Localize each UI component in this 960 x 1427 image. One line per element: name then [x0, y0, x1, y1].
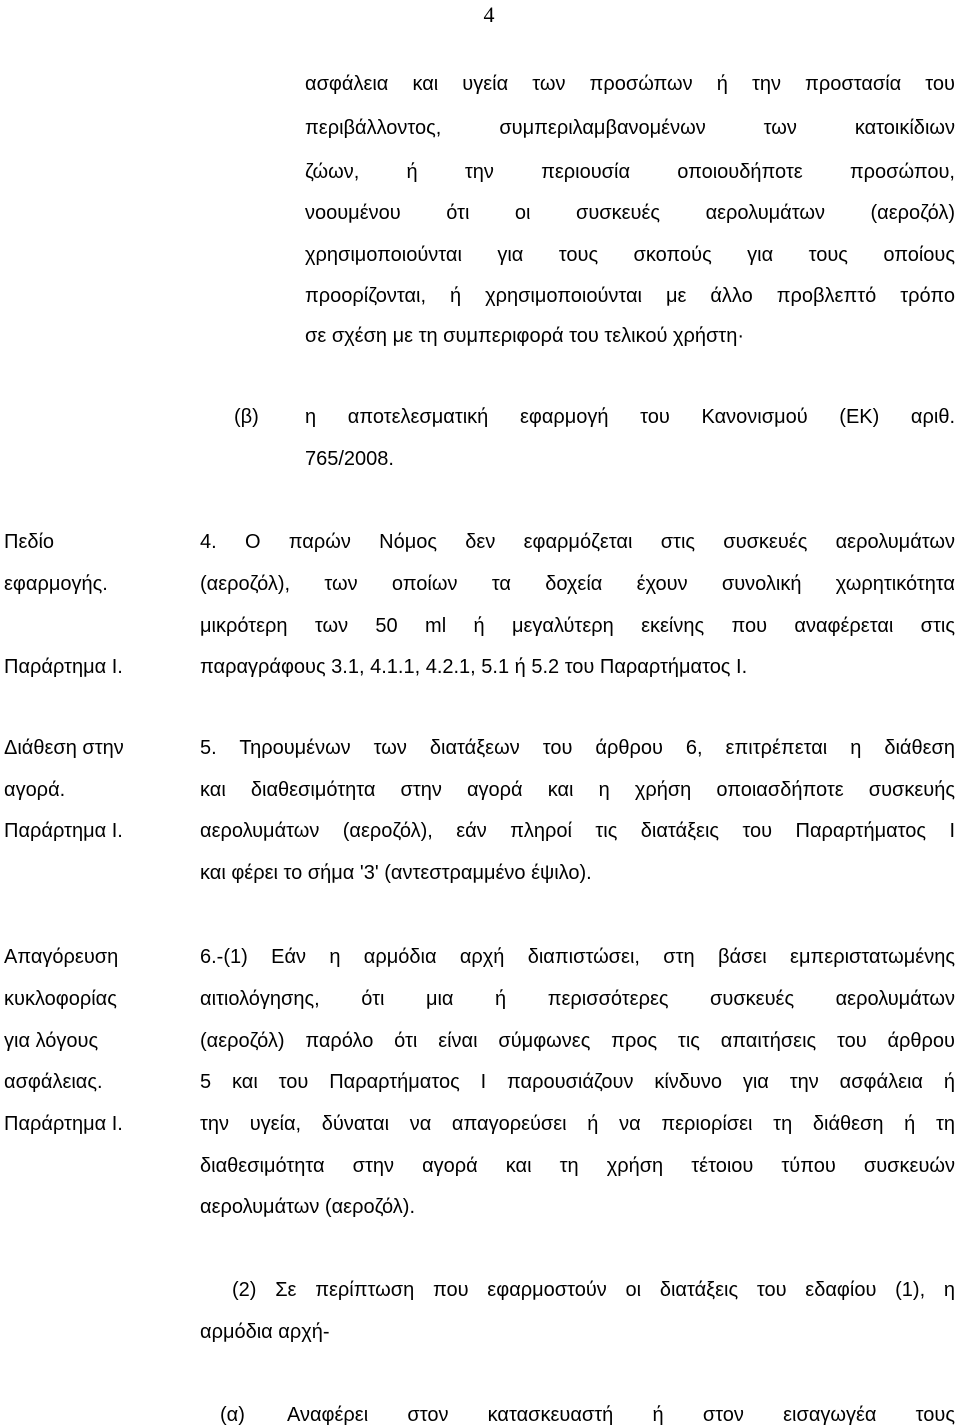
- margin-line: Απαγόρευση: [4, 946, 119, 968]
- margin-line: Παράρτημα Ι.: [4, 1113, 123, 1135]
- text-line: η αποτελεσματική εφαρμογή του Κανονισμού (ΕΚ) αριθ.: [305, 406, 955, 428]
- margin-line: αγορά.: [4, 779, 66, 801]
- text-line: Αναφέρει στον κατασκευαστή ή στον εισαγωγέα τους: [287, 1404, 955, 1426]
- text-line: σε σχέση με τη συμπεριφορά του τελικού χρήστη·: [305, 325, 744, 347]
- text-line: νοουμένου ότι οι συσκευές αερολυμάτων (αεροζόλ): [305, 202, 955, 224]
- text-line: (αεροζόλ) παρόλο ότι είναι σύμφωνες προς τις απαιτήσεις του άρθρου: [200, 1030, 955, 1052]
- text-line: ασφάλεια και υγεία των προσώπων ή την προστασία του: [305, 73, 955, 95]
- text-line: και φέρει το σήμα '3' (αντεστραμμένο έψιλο).: [200, 862, 592, 884]
- text-line: παραγράφους 3.1, 4.1.1, 4.2.1, 5.1 ή 5.2 του Παραρτήματος Ι.: [200, 656, 748, 678]
- text-line: προορίζονται, ή χρησιμοποιούνται με άλλο προβλεπτό τρόπο: [305, 285, 955, 307]
- margin-line: Πεδίο: [4, 531, 55, 553]
- text-line: μικρότερη των 50 ml ή μεγαλύτερη εκείνης που αναφέρεται στις: [200, 615, 955, 637]
- text-line: 6.-(1) Εάν η αρμόδια αρχή διαπιστώσει, στη βάσει εμπεριστατωμένης: [200, 946, 955, 968]
- text-line: την υγεία, δύναται να απαγορεύσει ή να περιορίσει τη διάθεση ή τη: [200, 1113, 955, 1135]
- text-line: 4. Ο παρών Νόμος δεν εφαρμόζεται στις συσκευές αερολυμάτων: [200, 531, 955, 553]
- item-label: (α): [220, 1404, 245, 1426]
- item-label: (β): [234, 406, 259, 428]
- margin-line: για λόγους: [4, 1030, 99, 1052]
- margin-line: ασφάλειας.: [4, 1071, 103, 1093]
- page-number: 4: [483, 2, 495, 27]
- text-line: 765/2008.: [305, 448, 394, 470]
- margin-line: κυκλοφορίας: [4, 988, 117, 1010]
- text-line: ζώων, ή την περιουσία οποιουδήποτε προσώπου,: [305, 161, 955, 183]
- text-line: αρμόδια αρχή-: [200, 1321, 330, 1343]
- margin-line: Διάθεση στην: [4, 737, 124, 759]
- margin-line: εφαρμογής.: [4, 573, 108, 595]
- text-line: 5. Τηρουμένων των διατάξεων του άρθρου 6, επιτρέπεται η διάθεση: [200, 737, 955, 759]
- text-line: αερολυμάτων (αεροζόλ).: [200, 1196, 416, 1218]
- text-line: διαθεσιμότητα στην αγορά και τη χρήση τέτοιου τύπου συσκευών: [200, 1155, 955, 1177]
- text-line: αερολυμάτων (αεροζόλ), εάν πληροί τις διατάξεις του Παραρτήματος Ι: [200, 820, 955, 842]
- text-line: 5 και του Παραρτήματος Ι παρουσιάζουν κίνδυνο για την ασφάλεια ή: [200, 1071, 955, 1093]
- text-line: (2) Σε περίπτωση που εφαρμοστούν οι διατάξεις του εδαφίου (1), η: [232, 1279, 955, 1301]
- margin-line: Παράρτημα Ι.: [4, 820, 123, 842]
- text-line: αιτιολόγησης, ότι μια ή περισσότερες συσκευές αερολυμάτων: [200, 988, 955, 1010]
- text-line: χρησιμοποιούνται για τους σκοπούς για τους οποίους: [305, 244, 955, 266]
- margin-line: Παράρτημα Ι.: [4, 656, 123, 678]
- text-line: και διαθεσιμότητα στην αγορά και η χρήση οποιασδήποτε συσκευής: [200, 779, 955, 801]
- text-line: (αεροζόλ), των οποίων τα δοχεία έχουν συνολική χωρητικότητα: [200, 573, 955, 595]
- text-line: περιβάλλοντος, συμπεριλαμβανομένων των κατοικίδιων: [305, 117, 955, 139]
